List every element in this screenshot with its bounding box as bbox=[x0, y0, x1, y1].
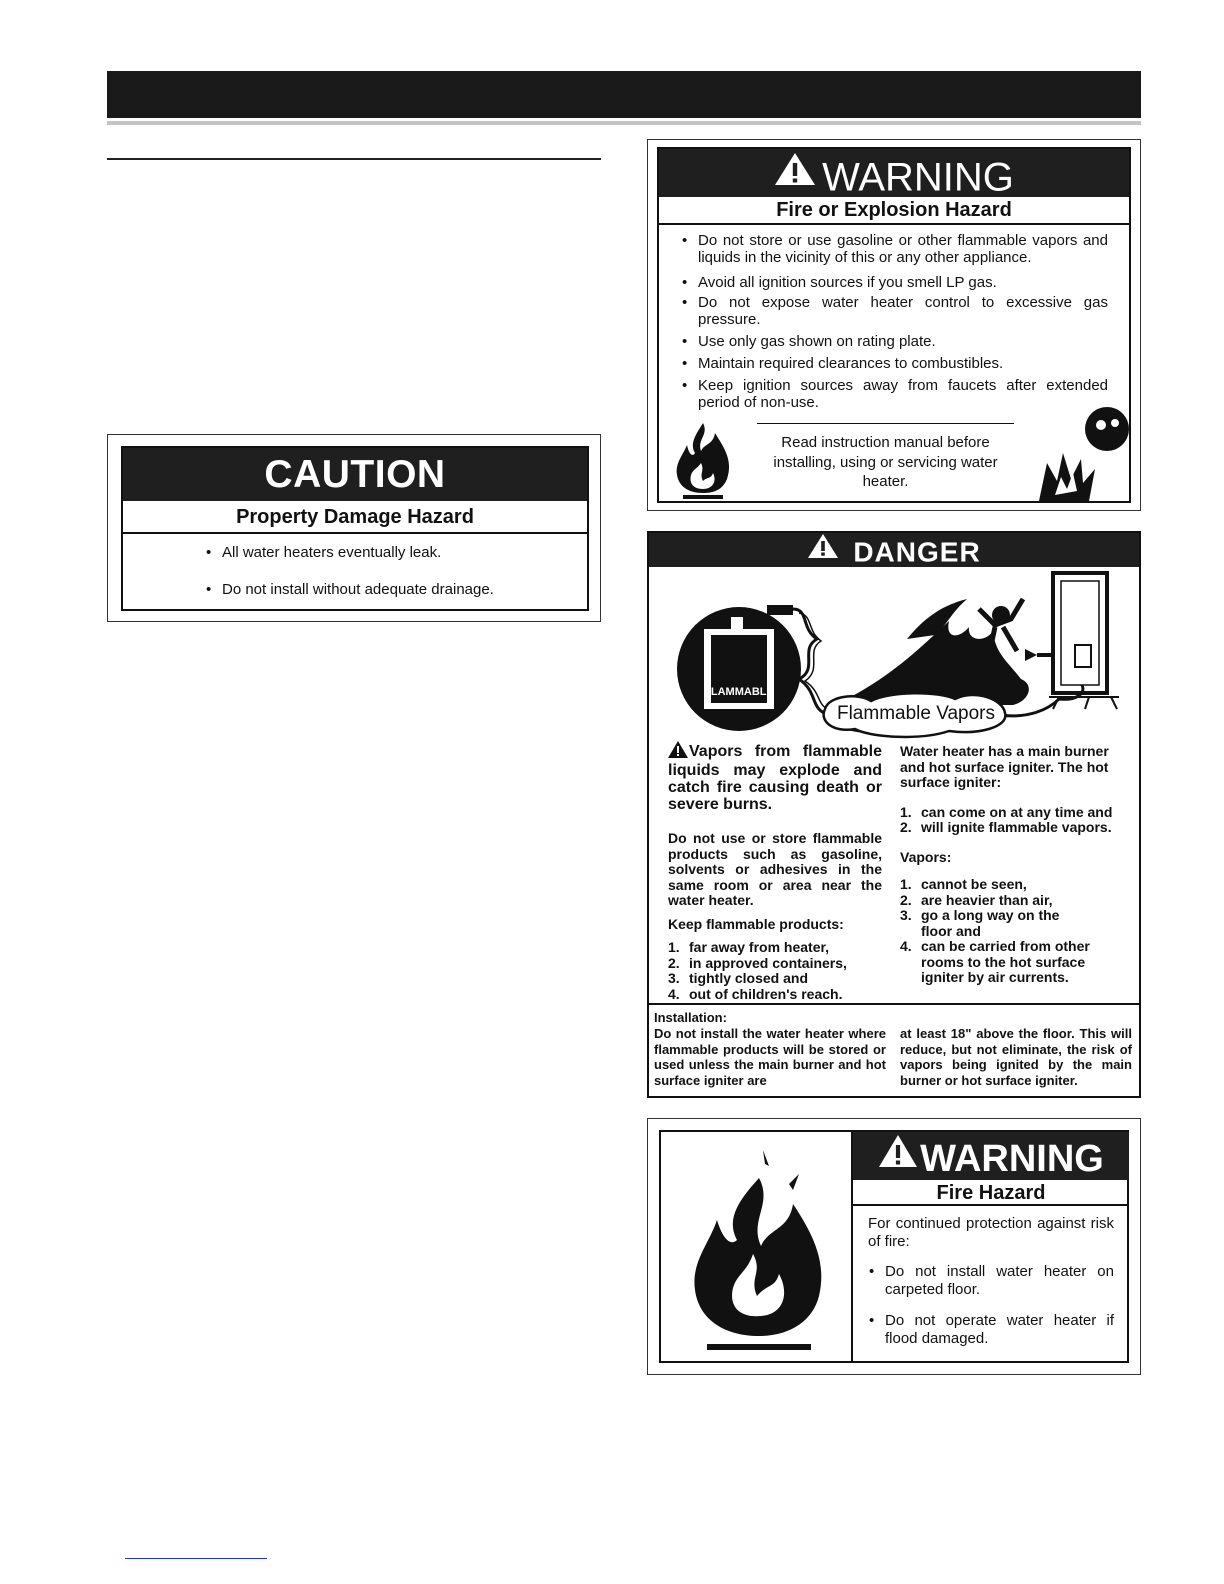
list-item: 1. cannot be seen, bbox=[900, 876, 1027, 892]
warning-bullet: • Keep ignition sources away from faucets after extended period of non-use. bbox=[698, 377, 1108, 411]
list-item: 3. tightly closed and bbox=[668, 970, 809, 986]
section-header-bar bbox=[107, 71, 1141, 118]
danger-storage-text: Do not use or store flammable products such as gasoline, solvents or adhesives in the same room or area near the water heater. bbox=[668, 830, 882, 908]
caution-label bbox=[121, 446, 589, 611]
installation-text-right: at least 18" above the floor. This will reduce, but not eliminate, the risk of vapors being ignited by the main burner or hot surface igniter. bbox=[900, 1026, 1132, 1088]
installation-heading: Installation: bbox=[654, 1010, 727, 1025]
header-underline bbox=[107, 121, 1141, 125]
danger-label bbox=[647, 531, 1141, 1098]
warning-title-bar bbox=[853, 1132, 1129, 1180]
section-rule bbox=[107, 158, 601, 160]
danger-left-column bbox=[668, 741, 882, 1002]
danger-igniter-list bbox=[900, 805, 1128, 836]
caution-bullet: • All water heaters eventually leak. bbox=[222, 544, 572, 562]
flame-icon bbox=[671, 419, 735, 501]
danger-keep-list bbox=[668, 940, 882, 1002]
warning-divider bbox=[757, 423, 1014, 424]
list-item: 2. are heavier than air, bbox=[900, 891, 1053, 908]
installation-text-left: Do not install the water heater where flammable products will be stored or used unless the main burner and hot surface igniter are bbox=[654, 1026, 886, 1088]
danger-title-bar bbox=[649, 533, 1139, 567]
danger-keep-heading: Keep flammable products: bbox=[668, 915, 844, 932]
warning-bullet: • Do not install water heater on carpeted floor. bbox=[885, 1263, 1114, 1299]
explosion-icon bbox=[1033, 403, 1133, 503]
warning-intro-text: For continued protection against risk of fire: bbox=[868, 1215, 1114, 1250]
warning-subtitle: Fire or Explosion Hazard bbox=[659, 197, 1129, 225]
danger-small-triangle-icon bbox=[668, 741, 688, 762]
danger-lead-text: Vapors from flammable liquids may explode and catch fire causing death or severe burns. bbox=[668, 743, 882, 813]
list-item: 1. can come on at any time and bbox=[900, 803, 1113, 820]
warning-triangle-icon bbox=[774, 147, 816, 199]
flammable-can-label: FLAMMABLE bbox=[704, 686, 774, 698]
warning-footer-text: Read instruction manual before installing, using or servicing water heater. bbox=[773, 434, 998, 490]
danger-divider bbox=[649, 1003, 1139, 1005]
list-item: 4. can be carried from other rooms to the hot surface igniter by air currents. bbox=[900, 938, 1090, 985]
warning-bullet: • Do not operate water heater if flood damaged. bbox=[885, 1312, 1114, 1348]
warning-fire-label bbox=[659, 1130, 1129, 1363]
warning-bullet: • Maintain required clearances to combustibles. bbox=[698, 355, 1108, 372]
danger-vapors-heading: Vapors: bbox=[900, 848, 952, 865]
danger-title: DANGER bbox=[853, 536, 981, 568]
list-item: 4. out of children's reach. bbox=[668, 985, 843, 1002]
warning-bullet: • Do not expose water heater control to excessive gas pressure. bbox=[698, 294, 1108, 328]
warning-bullet: • Do not store or use gasoline or other flammable vapors and liquids in the vicinity of this or any other appliance. bbox=[698, 232, 1108, 266]
footer-link-underline bbox=[125, 1558, 267, 1559]
warning-bullet: • Avoid all ignition sources if you smell LP gas. bbox=[698, 274, 1108, 291]
warning-subtitle: Fire Hazard bbox=[853, 1180, 1129, 1206]
danger-igniter-intro: Water heater has a main burner and hot surface igniter. The hot surface igniter: bbox=[900, 743, 1109, 790]
warning-bullet: • Use only gas shown on rating plate. bbox=[698, 333, 1108, 350]
warning-triangle-icon bbox=[878, 1131, 918, 1181]
danger-vapors-list bbox=[900, 877, 1100, 986]
caution-bullet: • Do not install without adequate drainage. bbox=[222, 581, 572, 599]
caution-subtitle: Property Damage Hazard bbox=[123, 501, 587, 534]
warning-fire-explosion-label bbox=[657, 147, 1131, 503]
list-item: 1. far away from heater, bbox=[668, 939, 830, 955]
list-item: 2. in approved containers, bbox=[668, 954, 847, 971]
warning-title: WARNING bbox=[920, 1137, 1104, 1180]
caution-title: CAUTION bbox=[123, 448, 587, 501]
danger-triangle-icon bbox=[807, 532, 839, 568]
warning-title-bar bbox=[659, 149, 1129, 200]
list-item: 3. go a long way on the floor and bbox=[900, 907, 1060, 939]
flammable-vapors-label: Flammable Vapors bbox=[836, 703, 996, 724]
warning-title: WARNING bbox=[822, 155, 1014, 200]
fire-icon bbox=[689, 1144, 829, 1356]
danger-right-column bbox=[900, 744, 1128, 986]
list-item: 2. will ignite flammable vapors. bbox=[900, 819, 1112, 835]
